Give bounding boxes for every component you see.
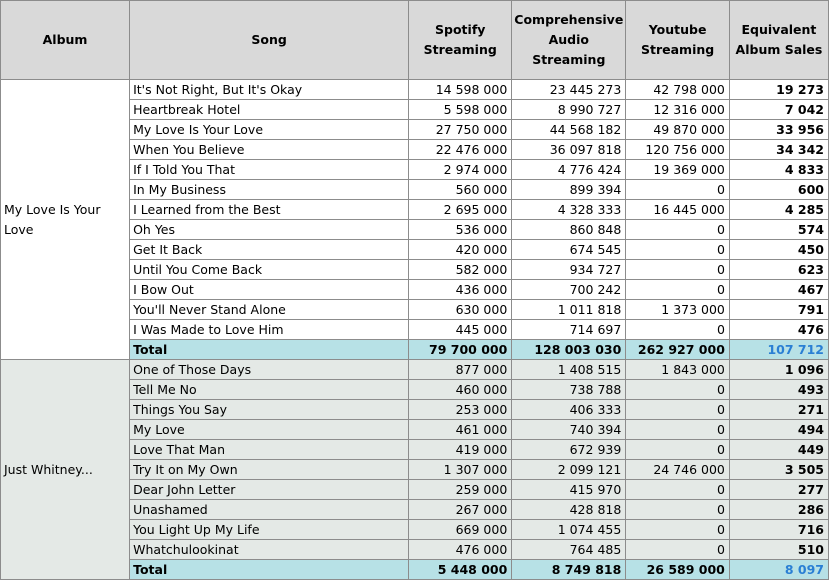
spotify-value: 14 598 000	[409, 80, 512, 100]
youtube-value: 0	[626, 400, 730, 420]
eas-value: 19 273	[729, 80, 828, 100]
eas-value: 600	[729, 180, 828, 200]
youtube-value: 24 746 000	[626, 460, 730, 480]
spotify-value: 2 974 000	[409, 160, 512, 180]
caas-value: 8 990 727	[512, 100, 626, 120]
header-equivalent-album-sales: Equivalent Album Sales	[729, 1, 828, 80]
youtube-value: 0	[626, 240, 730, 260]
caas-value: 1 011 818	[512, 300, 626, 320]
song-title: Try It on My Own	[130, 460, 409, 480]
header-youtube-streaming: Youtube Streaming	[626, 1, 730, 80]
album-group-just-whitney	[1, 360, 829, 580]
youtube-value: 0	[626, 280, 730, 300]
eas-value: 271	[729, 400, 828, 420]
song-title: In My Business	[130, 180, 409, 200]
spotify-value: 669 000	[409, 520, 512, 540]
eas-value: 286	[729, 500, 828, 520]
song-title: I Bow Out	[130, 280, 409, 300]
eas-value: 1 096	[729, 360, 828, 380]
youtube-value: 0	[626, 180, 730, 200]
eas-value: 791	[729, 300, 828, 320]
eas-value: 716	[729, 520, 828, 540]
song-title: Until You Come Back	[130, 260, 409, 280]
youtube-value: 0	[626, 220, 730, 240]
total-caas: 8 749 818	[512, 560, 626, 580]
total-label: Total	[130, 560, 409, 580]
song-title: Dear John Letter	[130, 480, 409, 500]
spotify-value: 460 000	[409, 380, 512, 400]
header-comprehensive-audio-streaming: Comprehensive Audio Streaming	[512, 1, 626, 80]
eas-value: 449	[729, 440, 828, 460]
table-row	[1, 360, 829, 380]
youtube-value: 0	[626, 440, 730, 460]
youtube-value: 0	[626, 320, 730, 340]
caas-value: 764 485	[512, 540, 626, 560]
youtube-value: 1 373 000	[626, 300, 730, 320]
song-title: I Was Made to Love Him	[130, 320, 409, 340]
total-spotify: 79 700 000	[409, 340, 512, 360]
caas-value: 36 097 818	[512, 140, 626, 160]
song-title: Tell Me No	[130, 380, 409, 400]
spotify-value: 436 000	[409, 280, 512, 300]
song-title: Things You Say	[130, 400, 409, 420]
eas-value: 476	[729, 320, 828, 340]
song-title: I Learned from the Best	[130, 200, 409, 220]
youtube-value: 0	[626, 420, 730, 440]
spotify-value: 445 000	[409, 320, 512, 340]
caas-value: 415 970	[512, 480, 626, 500]
caas-value: 1 074 455	[512, 520, 626, 540]
album-group-my-love-is-your-love	[1, 80, 829, 360]
youtube-value: 0	[626, 480, 730, 500]
song-title: It's Not Right, But It's Okay	[130, 80, 409, 100]
song-title: Unashamed	[130, 500, 409, 520]
song-title: My Love	[130, 420, 409, 440]
caas-value: 428 818	[512, 500, 626, 520]
header-song: Song	[130, 1, 409, 80]
youtube-value: 0	[626, 380, 730, 400]
youtube-value: 12 316 000	[626, 100, 730, 120]
eas-value: 450	[729, 240, 828, 260]
spotify-value: 877 000	[409, 360, 512, 380]
eas-value: 494	[729, 420, 828, 440]
caas-value: 4 776 424	[512, 160, 626, 180]
youtube-value: 42 798 000	[626, 80, 730, 100]
total-eas: 8 097	[729, 560, 828, 580]
eas-value: 277	[729, 480, 828, 500]
eas-value: 493	[729, 380, 828, 400]
header-spotify-streaming: Spotify Streaming	[409, 1, 512, 80]
total-spotify: 5 448 000	[409, 560, 512, 580]
eas-value: 34 342	[729, 140, 828, 160]
caas-value: 860 848	[512, 220, 626, 240]
spotify-value: 582 000	[409, 260, 512, 280]
youtube-value: 0	[626, 520, 730, 540]
spotify-value: 461 000	[409, 420, 512, 440]
song-title: Whatchulookinat	[130, 540, 409, 560]
song-title: One of Those Days	[130, 360, 409, 380]
spotify-value: 420 000	[409, 240, 512, 260]
song-title: Oh Yes	[130, 220, 409, 240]
song-title: Get It Back	[130, 240, 409, 260]
caas-value: 2 099 121	[512, 460, 626, 480]
eas-value: 7 042	[729, 100, 828, 120]
eas-value: 574	[729, 220, 828, 240]
song-title: Love That Man	[130, 440, 409, 460]
youtube-value: 0	[626, 500, 730, 520]
caas-value: 738 788	[512, 380, 626, 400]
youtube-value: 120 756 000	[626, 140, 730, 160]
spotify-value: 27 750 000	[409, 120, 512, 140]
youtube-value: 0	[626, 260, 730, 280]
song-title: Heartbreak Hotel	[130, 100, 409, 120]
caas-value: 674 545	[512, 240, 626, 260]
spotify-value: 630 000	[409, 300, 512, 320]
spotify-value: 5 598 000	[409, 100, 512, 120]
total-eas: 107 712	[729, 340, 828, 360]
caas-value: 899 394	[512, 180, 626, 200]
album-name: Just Whitney...	[1, 360, 130, 580]
youtube-value: 16 445 000	[626, 200, 730, 220]
spotify-value: 1 307 000	[409, 460, 512, 480]
caas-value: 934 727	[512, 260, 626, 280]
total-youtube: 26 589 000	[626, 560, 730, 580]
caas-value: 672 939	[512, 440, 626, 460]
table-row	[1, 80, 829, 100]
spotify-value: 419 000	[409, 440, 512, 460]
caas-value: 406 333	[512, 400, 626, 420]
header-row	[1, 1, 829, 80]
album-name: My Love Is Your Love	[1, 80, 130, 360]
eas-value: 4 833	[729, 160, 828, 180]
spotify-value: 2 695 000	[409, 200, 512, 220]
spotify-value: 536 000	[409, 220, 512, 240]
spotify-value: 259 000	[409, 480, 512, 500]
spotify-value: 560 000	[409, 180, 512, 200]
eas-value: 3 505	[729, 460, 828, 480]
spotify-value: 253 000	[409, 400, 512, 420]
youtube-value: 0	[626, 540, 730, 560]
caas-value: 714 697	[512, 320, 626, 340]
header-album: Album	[1, 1, 130, 80]
song-title: You'll Never Stand Alone	[130, 300, 409, 320]
spotify-value: 267 000	[409, 500, 512, 520]
spotify-value: 22 476 000	[409, 140, 512, 160]
song-title: You Light Up My Life	[130, 520, 409, 540]
eas-value: 33 956	[729, 120, 828, 140]
caas-value: 44 568 182	[512, 120, 626, 140]
total-label: Total	[130, 340, 409, 360]
spotify-value: 476 000	[409, 540, 512, 560]
caas-value: 700 242	[512, 280, 626, 300]
caas-value: 23 445 273	[512, 80, 626, 100]
song-title: When You Believe	[130, 140, 409, 160]
song-title: If I Told You That	[130, 160, 409, 180]
eas-value: 4 285	[729, 200, 828, 220]
caas-value: 740 394	[512, 420, 626, 440]
caas-value: 4 328 333	[512, 200, 626, 220]
total-youtube: 262 927 000	[626, 340, 730, 360]
total-caas: 128 003 030	[512, 340, 626, 360]
song-title: My Love Is Your Love	[130, 120, 409, 140]
caas-value: 1 408 515	[512, 360, 626, 380]
youtube-value: 49 870 000	[626, 120, 730, 140]
youtube-value: 19 369 000	[626, 160, 730, 180]
eas-value: 467	[729, 280, 828, 300]
youtube-value: 1 843 000	[626, 360, 730, 380]
eas-value: 623	[729, 260, 828, 280]
eas-value: 510	[729, 540, 828, 560]
